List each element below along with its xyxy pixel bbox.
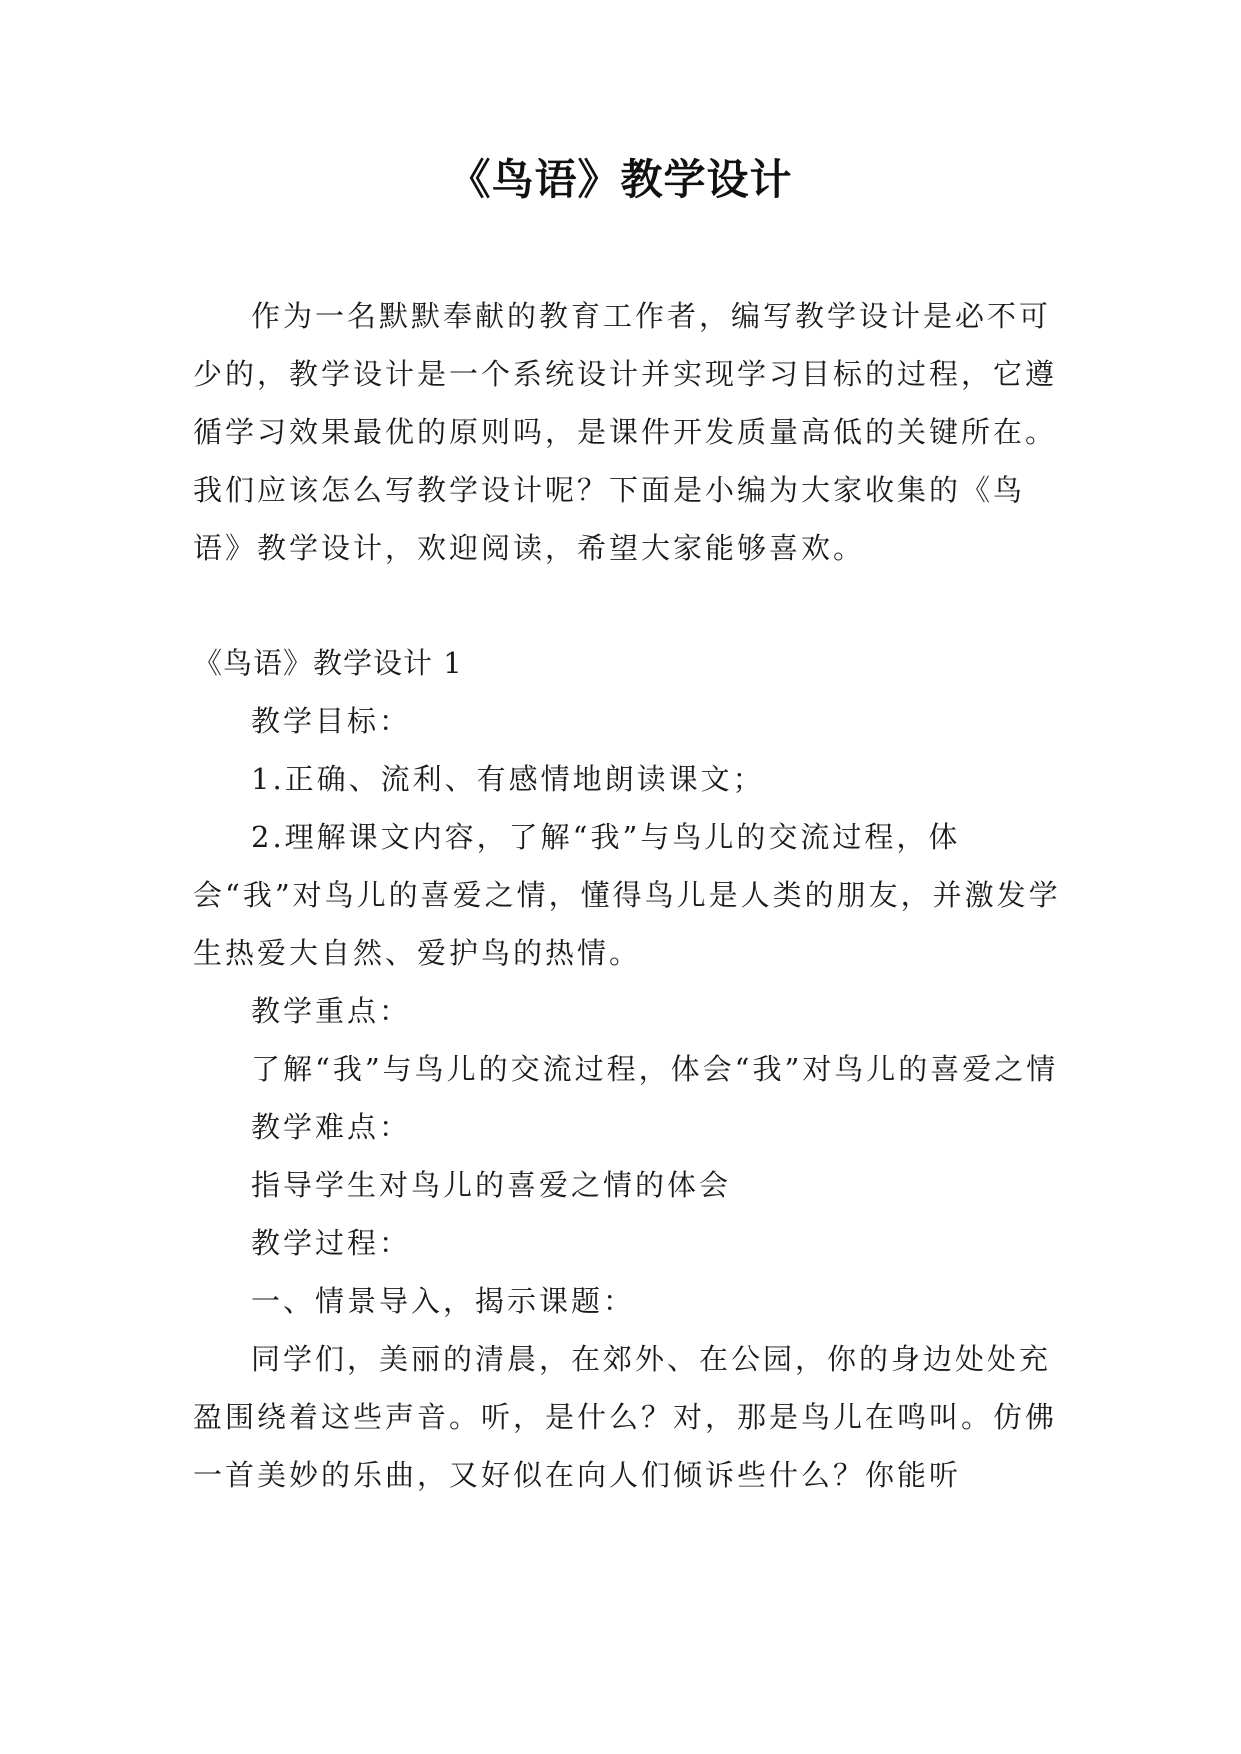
lesson-plan-section (193, 634, 1061, 1504)
intro-paragraph: 作为一名默默奉献的教育工作者，编写教学设计是必不可少的，教学设计是一个系统设计并实现学习目标的过程，它遵循学习效果最优的原则吗，是课件开发质量高低的关键所在。我们应该怎么写教学设计呢？下面是小编为大家收集的《鸟语》教学设计，欢迎阅读，希望大家能够喜欢。 (193, 299, 1058, 565)
paragraph-step-1-text: 同学们，美丽的清晨，在郊外、在公园，你的身边处处充盈围绕着这些声音。听，是什么？对，那是鸟儿在鸣叫。仿佛一首美妙的乐曲，又好似在向人们倾诉些什么？你能听 (193, 1342, 1058, 1492)
paragraph-process-label: 教学过程： (251, 1226, 412, 1260)
paragraph-difficulties: 指导学生对鸟儿的喜爱之情的体会 (251, 1168, 732, 1202)
paragraph-step-1-heading: 一、情景导入，揭示课题： (251, 1284, 636, 1318)
intro-block (193, 287, 1061, 577)
paragraph-difficulties-label: 教学难点： (251, 1110, 412, 1144)
paragraph-key-points-label: 教学重点： (251, 994, 412, 1028)
paragraph-key-points: 了解“我”与鸟儿的交流过程，体会“我”对鸟儿的喜爱之情 (251, 1052, 1059, 1086)
paragraph-objectives-label: 教学目标： (251, 704, 412, 738)
paragraph-objective-1: 1.正确、流利、有感情地朗读课文； (251, 762, 765, 796)
section-heading: 《鸟语》教学设计 1 (193, 646, 463, 680)
paragraph-objective-2: 2.理解课文内容，了解“我”与鸟儿的交流过程，体会“我”对鸟儿的喜爱之情，懂得鸟儿是人类的朋友，并激发学生热爱大自然、爱护鸟的热情。 (193, 820, 1061, 970)
document-title: 《鸟语》教学设计 (448, 155, 793, 204)
